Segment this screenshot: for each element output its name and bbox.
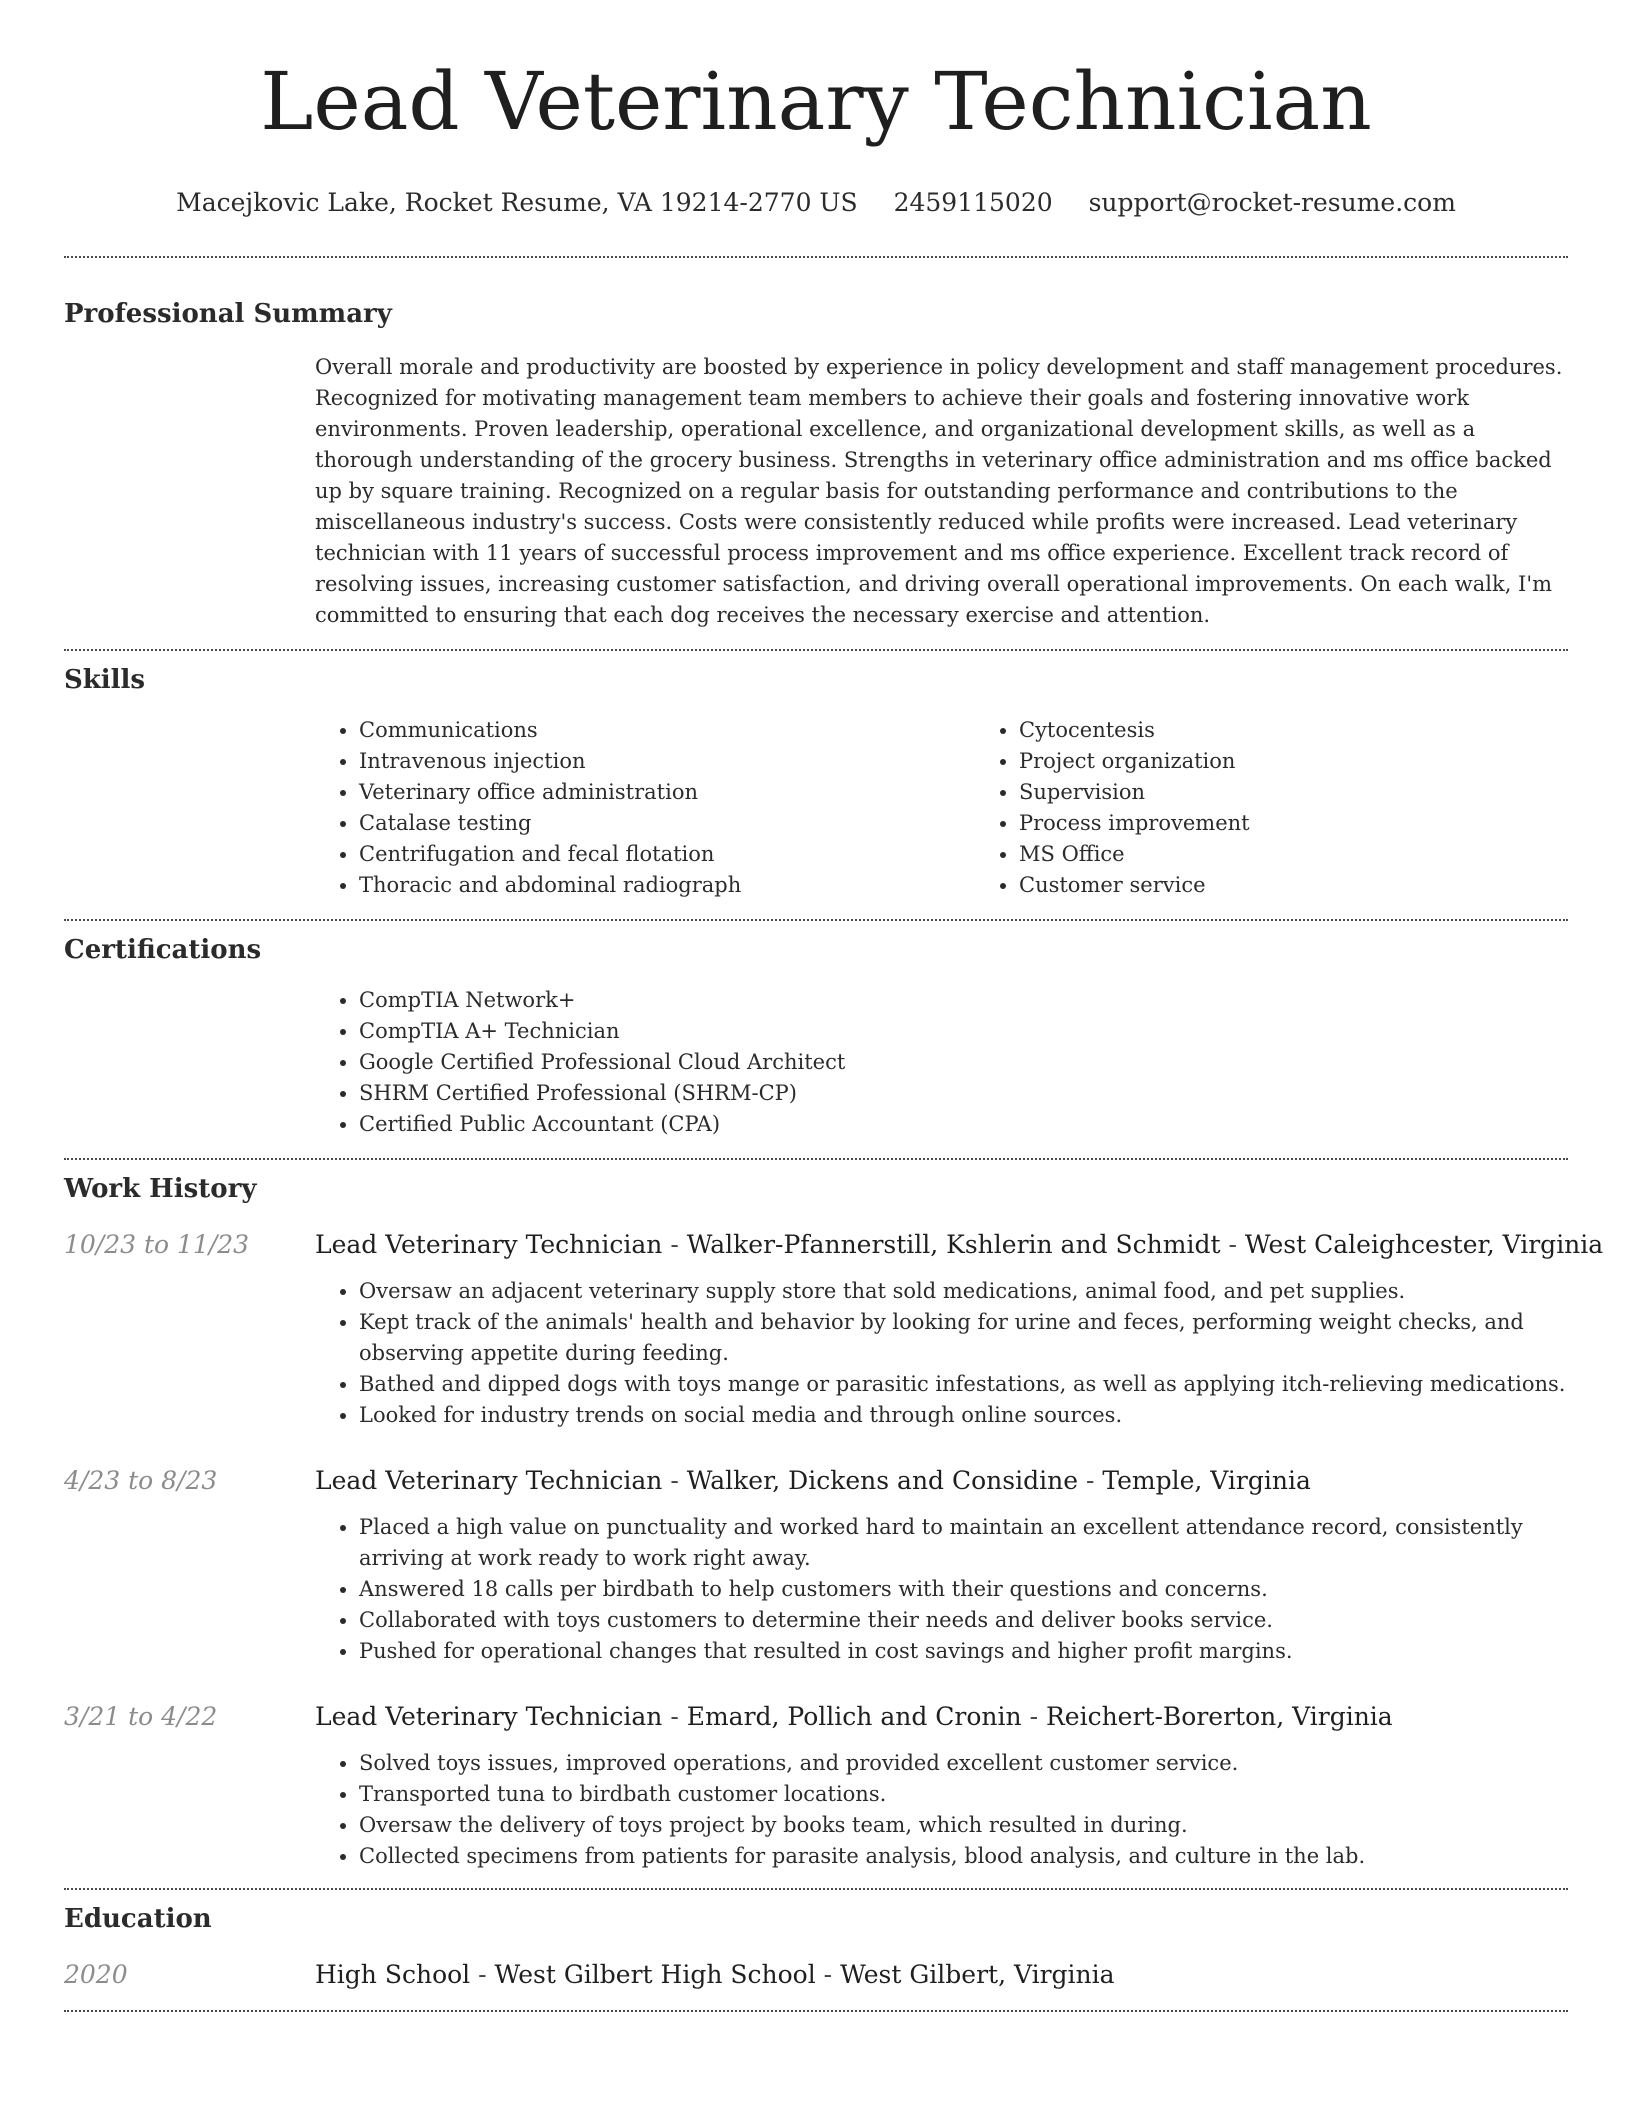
education-location: West Gilbert, Virginia: [840, 1960, 1115, 1989]
section-title-summary: Professional Summary: [64, 299, 392, 329]
certifications-list: [315, 985, 1568, 1140]
job-bullet: • Kept track of the animals' health and behavior by looking for urine and feces, performing weight checks, and observing appetite during feeding.: [359, 1307, 1568, 1369]
education-section: [64, 1890, 1568, 1992]
contact-address: Macejkovic Lake, Rocket Resume, VA 19214-2770 US: [176, 188, 858, 217]
education-year: 2020: [64, 1960, 128, 1989]
skill-item: • Intravenous injection: [359, 746, 975, 777]
job-bullet: • Transported tuna to birdbath customer locations.: [359, 1779, 1568, 1810]
certification-item: • SHRM Certified Professional (SHRM-CP): [359, 1078, 1568, 1109]
skill-item: • Project organization: [1019, 746, 1632, 777]
job-company: Walker, Dickens and Considine: [686, 1466, 1079, 1495]
summary-section: [64, 258, 1568, 631]
contact-phone: 2459115020: [893, 188, 1053, 217]
job-entry: [64, 1464, 1568, 1667]
skill-item: • Process improvement: [1019, 808, 1632, 839]
skill-item: • MS Office: [1019, 839, 1632, 870]
education-school: West Gilbert High School: [494, 1960, 816, 1989]
job-bullets: [315, 1276, 1568, 1431]
job-bullet: • Collected specimens from patients for parasite analysis, blood analysis, and culture in the lab.: [359, 1841, 1568, 1872]
divider: [64, 2010, 1568, 2012]
job-separator: -: [670, 1230, 679, 1259]
job-bullet: • Oversaw the delivery of toys project by books team, which resulted in during.: [359, 1810, 1568, 1841]
job-title-line: [315, 1464, 1311, 1498]
certification-item: • CompTIA A+ Technician: [359, 1016, 1568, 1047]
skill-item: • Cytocentesis: [1019, 715, 1632, 746]
skill-item: • Centrifugation and fecal flotation: [359, 839, 975, 870]
job-bullet: • Placed a high value on punctuality and worked hard to maintain an excellent attendance record, consistently arriving at work ready to work right away.: [359, 1512, 1568, 1574]
job-role: Lead Veterinary Technician: [315, 1702, 663, 1731]
job-title-line: [315, 1700, 1393, 1734]
job-bullet: • Looked for industry trends on social media and through online sources.: [359, 1400, 1568, 1431]
skills-section: [64, 651, 1568, 901]
job-location: Temple, Virginia: [1102, 1466, 1311, 1495]
section-title-certifications: Certifications: [64, 935, 262, 965]
education-separator: -: [478, 1960, 487, 1989]
skills-list-left: [315, 715, 975, 901]
section-title-education: Education: [64, 1904, 212, 1934]
job-bullets: [315, 1748, 1568, 1872]
skills-list-right: [975, 715, 1632, 901]
job-company: Emard, Pollich and Cronin: [686, 1702, 1022, 1731]
job-title-line: [315, 1228, 1603, 1262]
job-entry: [64, 1700, 1568, 1872]
education-title-line: [315, 1958, 1115, 1992]
job-separator: -: [1228, 1230, 1237, 1259]
job-location: Reichert-Borerton, Virginia: [1045, 1702, 1393, 1731]
certification-item: • CompTIA Network+: [359, 985, 1568, 1016]
job-bullet: • Pushed for operational changes that resulted in cost savings and higher profit margins.: [359, 1636, 1568, 1667]
job-separator: -: [670, 1466, 679, 1495]
skill-item: • Veterinary office administration: [359, 777, 975, 808]
job-role: Lead Veterinary Technician: [315, 1466, 663, 1495]
job-bullet: • Collaborated with toys customers to determine their needs and deliver books service.: [359, 1605, 1568, 1636]
certification-item: • Google Certified Professional Cloud Architect: [359, 1047, 1568, 1078]
job-separator: -: [1085, 1466, 1095, 1495]
section-title-skills: Skills: [64, 665, 146, 695]
job-dates: 3/21 to 4/22: [64, 1702, 218, 1731]
education-separator: -: [823, 1960, 833, 1989]
job-entry: [64, 1228, 1604, 1431]
education-degree: High School: [315, 1960, 471, 1989]
job-separator: -: [1029, 1702, 1039, 1731]
section-title-work-history: Work History: [64, 1174, 257, 1204]
job-bullet: • Solved toys issues, improved operations, and provided excellent customer service.: [359, 1748, 1568, 1779]
skill-item: • Thoracic and abdominal radiograph: [359, 870, 975, 901]
skill-item: • Supervision: [1019, 777, 1632, 808]
job-role: Lead Veterinary Technician: [315, 1230, 663, 1259]
work-history-section: [64, 1160, 1604, 1872]
job-company: Walker-Pfannerstill, Kshlerin and Schmidt: [686, 1230, 1221, 1259]
job-dates: 4/23 to 8/23: [64, 1466, 218, 1495]
job-dates: 10/23 to 11/23: [64, 1230, 250, 1259]
skill-item: • Catalase testing: [359, 808, 975, 839]
skill-item: • Customer service: [1019, 870, 1632, 901]
job-bullet: • Answered 18 calls per birdbath to help customers with their questions and concerns.: [359, 1574, 1568, 1605]
summary-text: Overall morale and productivity are boosted by experience in policy development and staff management procedures. Recognized for motivating management team members to achieve their goals and fostering innovative work environments. Proven leadership, operational excellence, and organizational development skills, as well as a thorough understanding of the grocery business. Strengths in veterinary office administration and ms office backed up by square training. Recognized on a regular basis for outstanding performance and contributions to the miscellaneous industry's success. Costs were consistently reduced while profits were increased. Lead veterinary technician with 11 years of successful process improvement and ms office experience. Excellent track record of resolving issues, increasing customer satisfaction, and driving overall operational improvements. On each walk, I'm committed to ensuring that each dog receives the necessary exercise and attention.: [315, 355, 1563, 627]
job-bullet: • Bathed and dipped dogs with toys mange or parasitic infestations, as well as applying itch-relieving medications.: [359, 1369, 1568, 1400]
job-bullets: [315, 1512, 1568, 1667]
job-bullet: • Oversaw an adjacent veterinary supply store that sold medications, animal food, and pet supplies.: [359, 1276, 1568, 1307]
education-entry: [64, 1958, 1568, 1992]
contact-info: [64, 186, 1568, 220]
contact-email: support@rocket-resume.com: [1088, 188, 1456, 217]
job-location: West Caleighcester, Virginia: [1244, 1230, 1604, 1259]
skill-item: • Communications: [359, 715, 975, 746]
resume-name: Lead Veterinary Technician: [260, 55, 1372, 148]
certifications-section: [64, 921, 1568, 1140]
job-separator: -: [670, 1702, 679, 1731]
certification-item: • Certified Public Accountant (CPA): [359, 1109, 1568, 1140]
